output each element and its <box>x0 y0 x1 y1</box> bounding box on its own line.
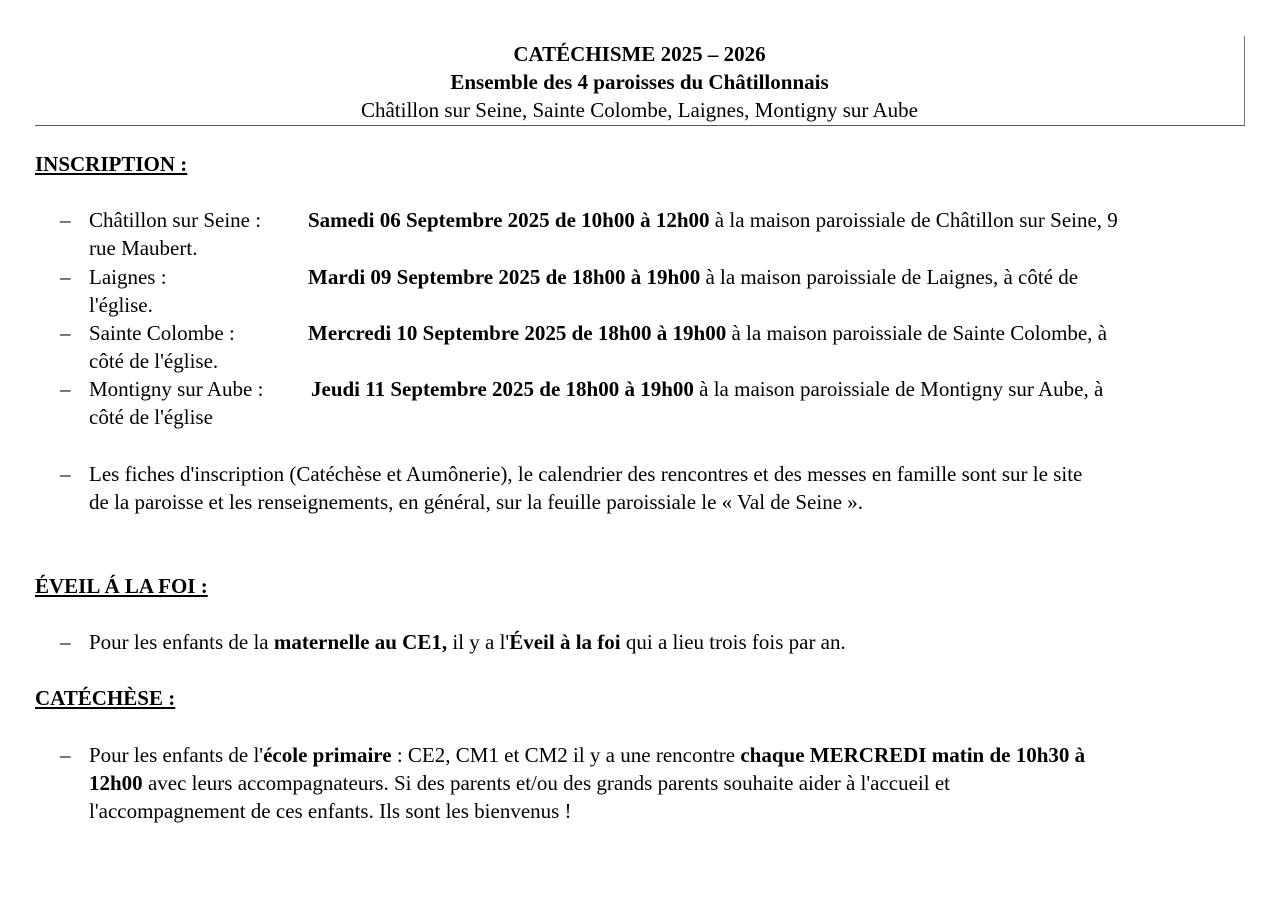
entry-details <box>308 319 1107 347</box>
entry-details <box>311 375 1103 403</box>
eveil-heading: ÉVEIL Á LA FOI : <box>35 574 208 598</box>
list-dash: – <box>60 377 71 401</box>
parish-list: Châtillon sur Seine, Sainte Colombe, Laignes, Montigny sur Aube <box>360 98 919 122</box>
list-dash: – <box>60 630 71 654</box>
entry-when: Samedi 06 Septembre 2025 de 10h00 à 12h00 <box>308 208 710 232</box>
entry-when: Mercredi 10 Septembre 2025 de 18h00 à 19h00 <box>308 321 727 345</box>
entry-where: à la maison paroissiale de Laignes, à côté de <box>700 265 1079 289</box>
entry-when: Mardi 09 Septembre 2025 de 18h00 à 19h00 <box>308 265 701 289</box>
entry-continuation: l'église. <box>89 293 153 317</box>
entry-where: à la maison paroissiale de Sainte Colombe, à <box>726 321 1108 345</box>
entry-place: Montigny sur Aube : <box>89 377 264 401</box>
catechese-line2: 12h00 avec leurs accompagnateurs. Si des parents et/ou des grands parents souhaite aider à l'accueil et <box>89 771 950 795</box>
inscription-note-line1: Les fiches d'inscription (Catéchèse et Aumônerie), le calendrier des rencontres et des messes en famille sont sur le site <box>89 462 1083 486</box>
list-dash: – <box>60 462 71 486</box>
entry-continuation: côté de l'église. <box>89 349 219 373</box>
entry-place: Laignes : <box>89 265 167 289</box>
entry-details <box>308 263 1078 291</box>
entry-details <box>308 206 1118 234</box>
entry-where: à la maison paroissiale de Montigny sur Aube, à <box>693 377 1104 401</box>
list-dash: – <box>60 321 71 345</box>
catechese-line3: l'accompagnement de ces enfants. Ils sont les bienvenus ! <box>89 799 572 823</box>
entry-where: à la maison paroissiale de Châtillon sur Seine, 9 <box>709 208 1118 232</box>
eveil-text: Pour les enfants de la maternelle au CE1, il y a l'Éveil à la foi qui a lieu trois fois par an. <box>89 630 846 654</box>
document-subtitle: Ensemble des 4 paroisses du Châtillonnais <box>450 70 829 94</box>
entry-continuation: rue Maubert. <box>89 236 198 260</box>
inscription-note-line2: de la paroisse et les renseignements, en général, sur la feuille paroissiale le « Val de Seine ». <box>89 490 864 514</box>
entry-place: Sainte Colombe : <box>89 321 235 345</box>
document-header <box>35 36 1245 126</box>
document-title: CATÉCHISME 2025 – 2026 <box>513 42 766 66</box>
catechese-line1: Pour les enfants de l'école primaire : CE2, CM1 et CM2 il y a une rencontre chaque MERCREDI matin de 10h30 à <box>89 743 1086 767</box>
entry-when: Jeudi 11 Septembre 2025 de 18h00 à 19h00 <box>311 377 694 401</box>
list-dash: – <box>60 265 71 289</box>
catechese-heading: CATÉCHÈSE : <box>35 686 176 710</box>
inscription-heading: INSCRIPTION : <box>35 152 188 176</box>
list-dash: – <box>60 208 71 232</box>
entry-continuation: côté de l'église <box>89 405 213 429</box>
entry-place: Châtillon sur Seine : <box>89 208 262 232</box>
list-dash: – <box>60 743 71 767</box>
